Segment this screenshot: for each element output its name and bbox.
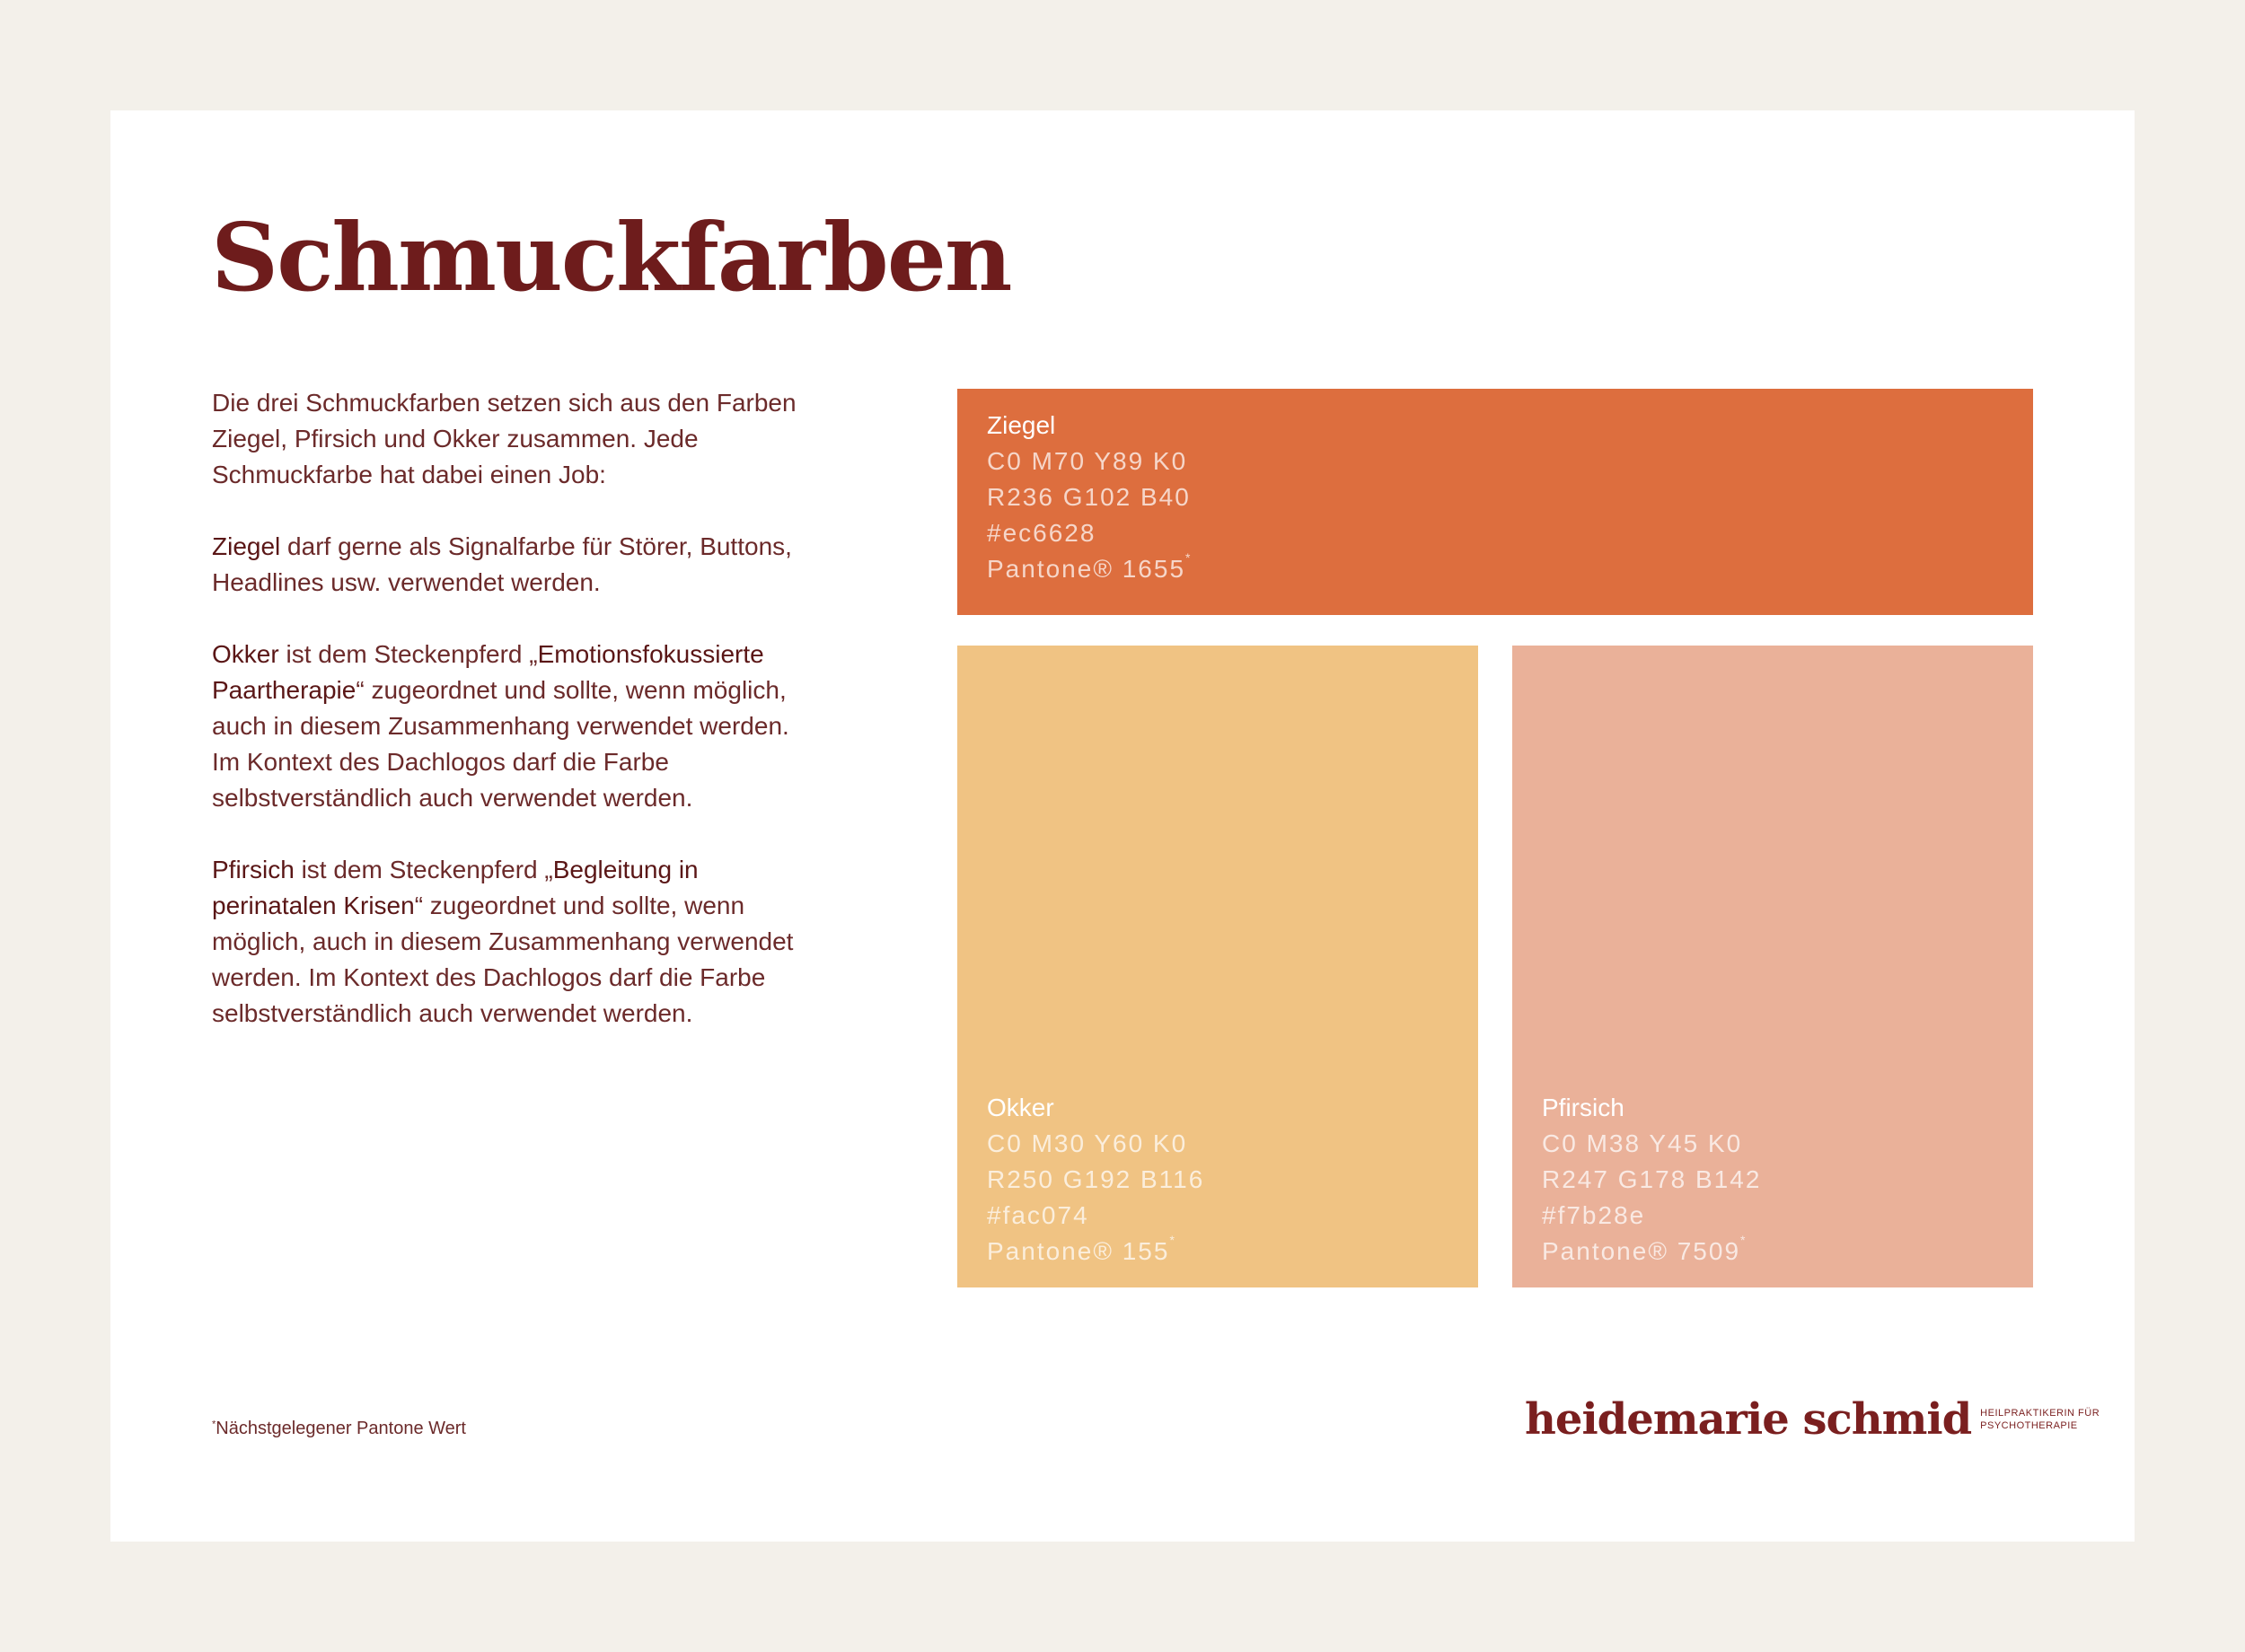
ziegel-pantone: Pantone® 1655 — [987, 555, 1186, 583]
ziegel-description: darf gerne als Signalfarbe für Störer, Buttons, Headlines usw. verwendet werden. — [212, 532, 792, 596]
pfirsich-hex: #f7b28e — [1542, 1201, 1646, 1229]
logo-tagline — [1980, 1407, 2106, 1432]
okker-description-a: ist dem Steckenpferd „ — [278, 640, 538, 668]
pfirsich-name: Pfirsich — [1542, 1094, 1624, 1121]
okker-term: Okker — [212, 640, 279, 668]
ziegel-pantone-line — [987, 551, 1192, 587]
footnote-text: Nächstgelegener Pantone Wert — [216, 1419, 466, 1438]
okker-rgb: R250 G192 B116 — [987, 1165, 1205, 1193]
logo-tagline-line-2: PSYCHOTHERAPIE — [1980, 1420, 2078, 1431]
intro-text — [212, 385, 805, 1068]
okker-pantone-line — [987, 1234, 1204, 1270]
footnote-marker: * — [212, 1419, 216, 1430]
okker-pantone-marker: * — [1169, 1233, 1176, 1247]
pfirsich-pantone-line — [1542, 1234, 1761, 1270]
ziegel-rgb: R236 G102 B40 — [987, 483, 1191, 511]
pfirsich-term: Pfirsich — [212, 856, 295, 883]
okker-hex: #fac074 — [987, 1201, 1089, 1229]
okker-highlight: Emotionsfokussierte Paartherapie — [212, 640, 764, 704]
pfirsich-cmyk: C0 M38 Y45 K0 — [1542, 1129, 1743, 1157]
pfirsich-paragraph — [212, 852, 805, 1032]
pfirsich-description-a: ist dem Steckenpferd „ — [294, 856, 553, 883]
ziegel-swatch — [957, 389, 2033, 615]
pfirsich-rgb: R247 G178 B142 — [1542, 1165, 1762, 1193]
okker-pantone: Pantone® 155 — [987, 1237, 1170, 1265]
okker-cmyk: C0 M30 Y60 K0 — [987, 1129, 1188, 1157]
pfirsich-swatch — [1512, 646, 2033, 1287]
ziegel-hex: #ec6628 — [987, 519, 1096, 547]
okker-info — [987, 1090, 1204, 1270]
okker-swatch — [957, 646, 1478, 1287]
okker-paragraph — [212, 637, 805, 816]
intro-paragraph: Die drei Schmuckfarben setzen sich aus den Farben Ziegel, Pfirsich und Okker zusammen. Jede Schmuckfarbe hat dabei einen Job: — [212, 389, 797, 488]
page-card — [110, 110, 2135, 1542]
logo-tagline-line-1: HEILPRAKTIKERIN FÜR — [1980, 1408, 2100, 1419]
okker-name: Okker — [987, 1094, 1054, 1121]
brand-logo — [1525, 1394, 2106, 1445]
ziegel-pantone-marker: * — [1185, 550, 1193, 565]
ziegel-term: Ziegel — [212, 532, 281, 560]
ziegel-name: Ziegel — [987, 411, 1056, 439]
pfirsich-pantone-marker: * — [1740, 1233, 1748, 1247]
ziegel-info — [987, 408, 1192, 587]
pfirsich-highlight: Begleitung in perinatalen Krisen — [212, 856, 699, 919]
ziegel-cmyk: C0 M70 Y89 K0 — [987, 447, 1188, 475]
okker-description-b: “ zugeordnet und sollte, wenn möglich, auch in diesem Zusammenhang verwendet werden. Im Kontext des Dachlogos darf die Farbe selbstverständlich auch verwendet werden. — [212, 676, 789, 812]
footnote — [212, 1419, 466, 1439]
logo-wordmark: heidemarie schmid — [1525, 1394, 1972, 1445]
ziegel-paragraph — [212, 529, 805, 601]
page-title: Schmuckfarben — [211, 202, 1011, 312]
pfirsich-pantone: Pantone® 7509 — [1542, 1237, 1741, 1265]
pfirsich-info — [1542, 1090, 1761, 1270]
pfirsich-description-b: “ zugeordnet und sollte, wenn möglich, auch in diesem Zusammenhang verwendet werden. Im Kontext des Dachlogos darf die Farbe selbstverständlich auch verwendet werden. — [212, 892, 794, 1027]
